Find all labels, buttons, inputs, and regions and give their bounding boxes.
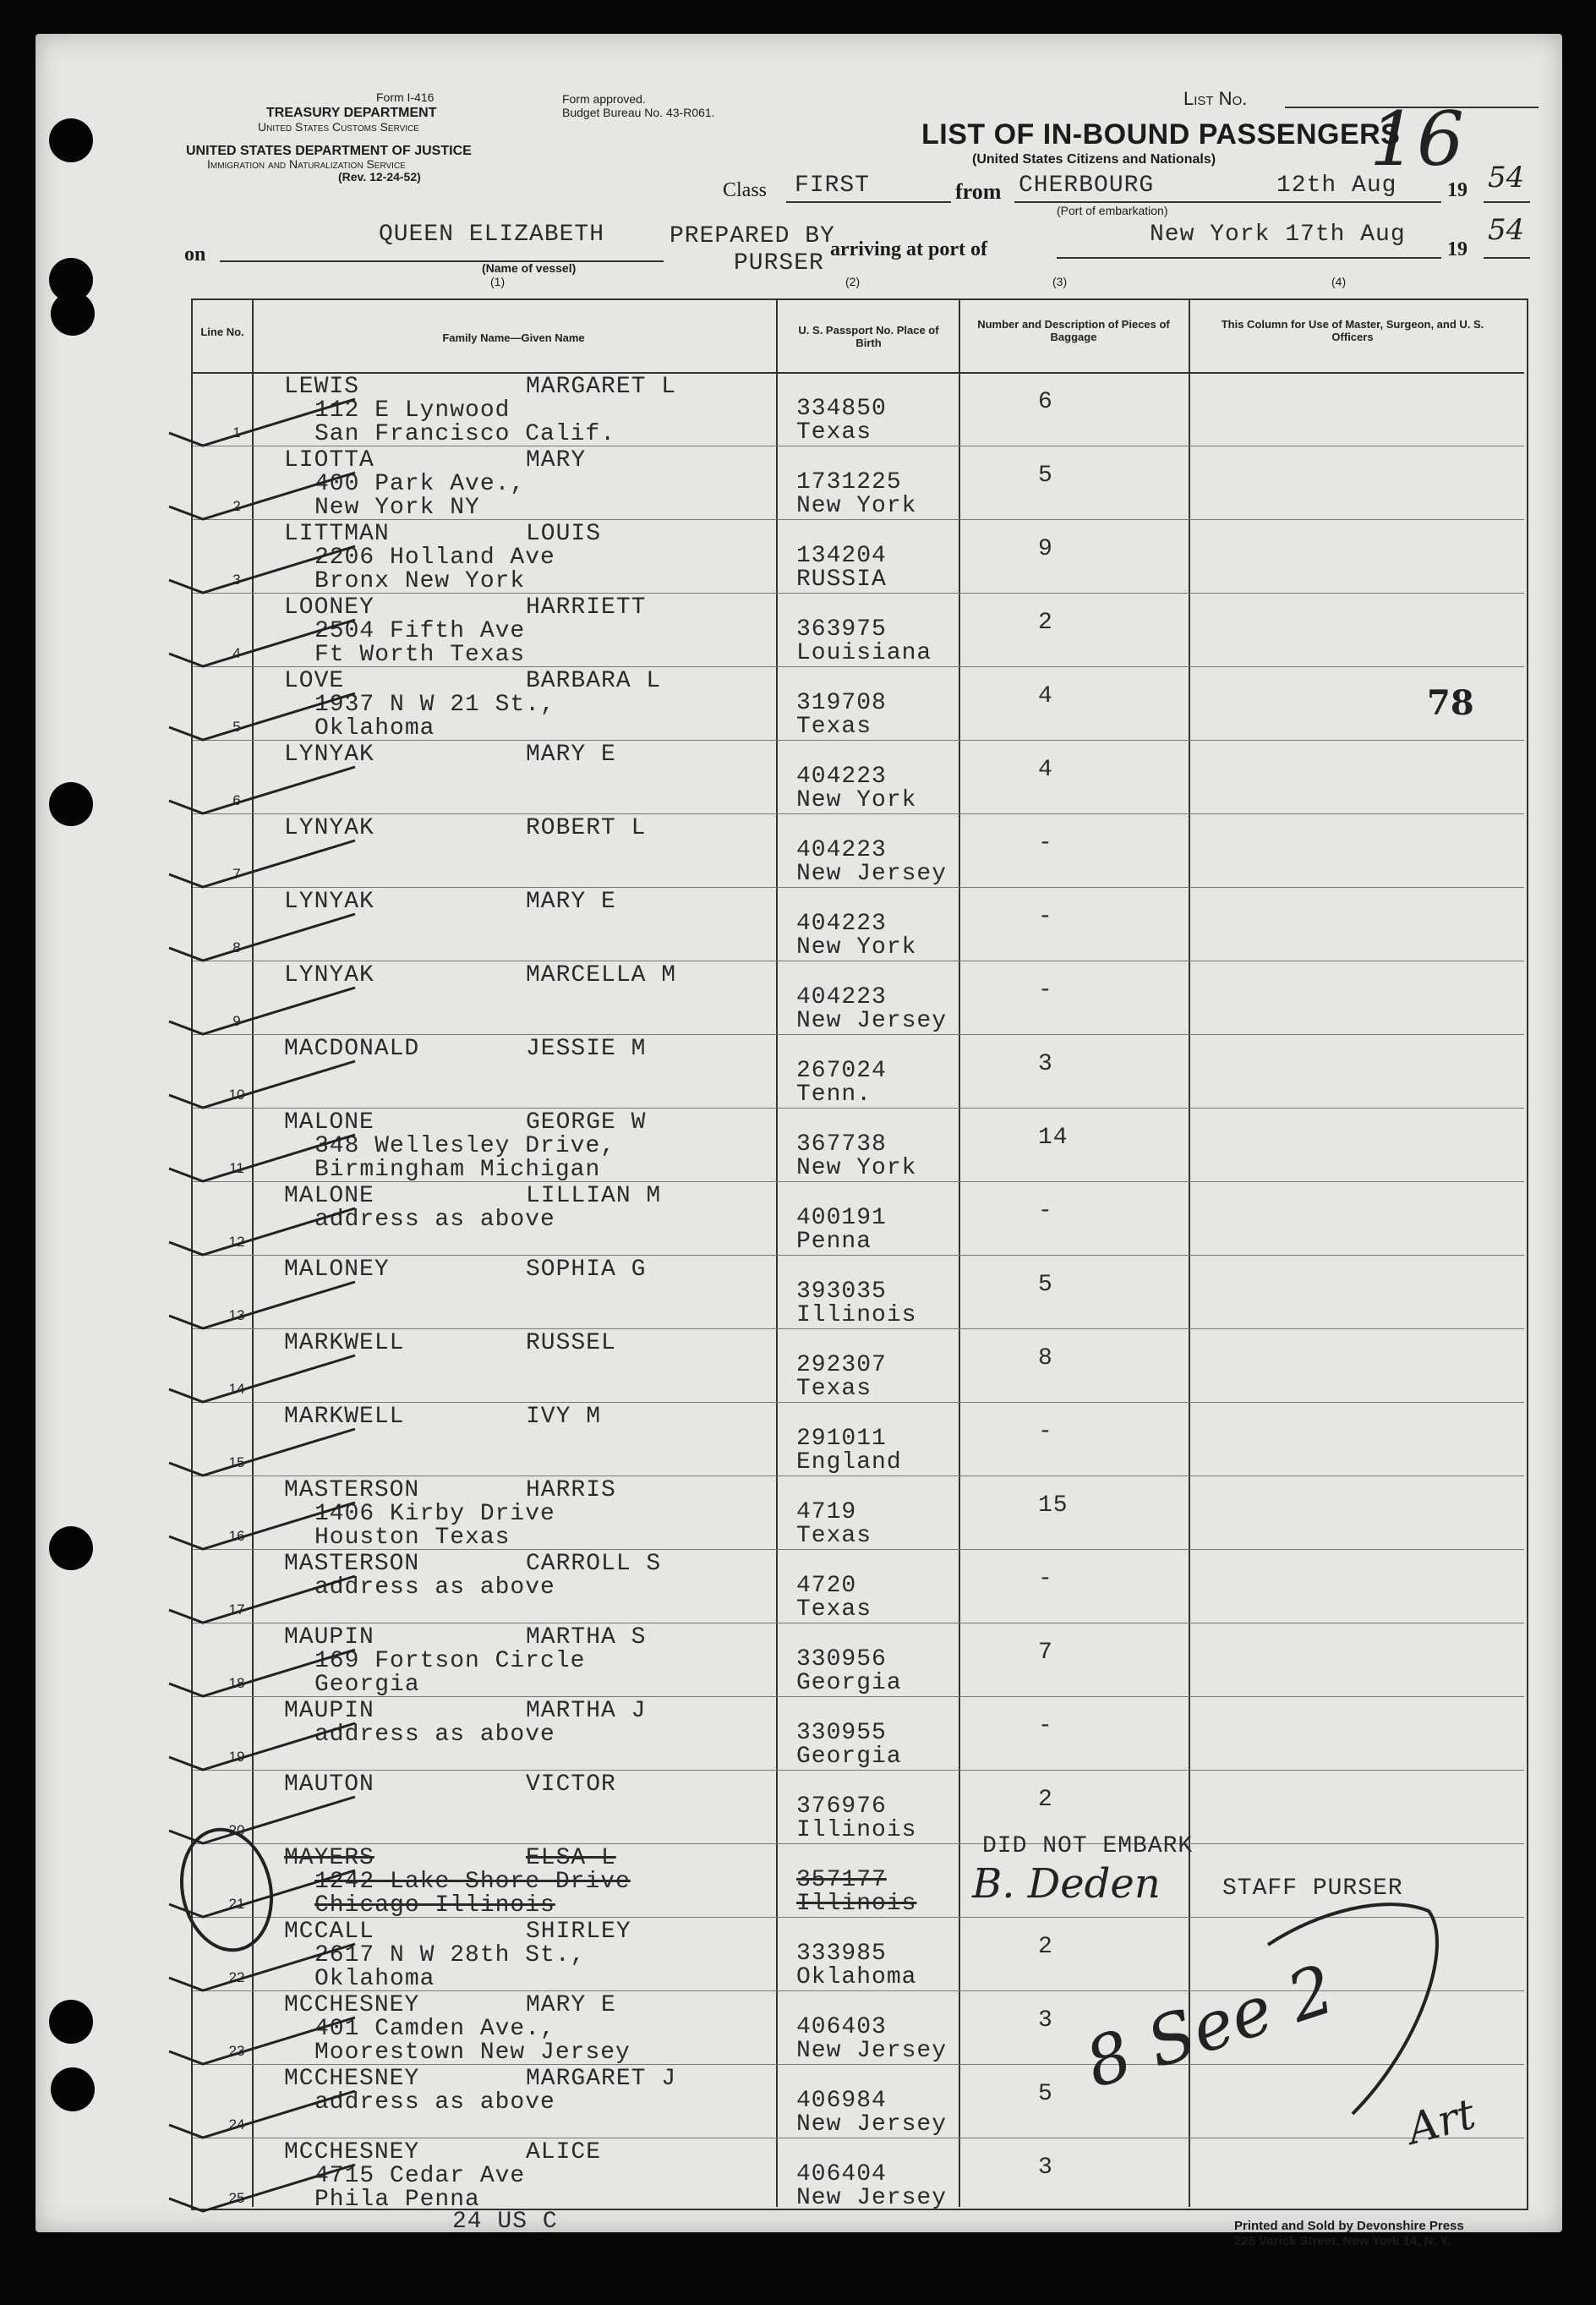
- place-of-birth: Illinois: [796, 1891, 917, 1917]
- family-name: MASTERSON: [284, 1551, 420, 1577]
- binder-hole: [49, 782, 93, 826]
- line-number: 17: [228, 1601, 245, 1618]
- place-of-birth: New York: [796, 787, 917, 813]
- given-name: MARTHA J: [526, 1698, 647, 1724]
- place-of-birth: England: [796, 1449, 902, 1476]
- row-divider: [193, 1770, 1524, 1771]
- passport-number: 267024: [796, 1058, 887, 1084]
- vessel-name: QUEEN ELIZABETH: [379, 222, 605, 248]
- baggage-count: -: [1038, 1419, 1053, 1445]
- given-name: MARY: [526, 447, 587, 474]
- family-name: MARKWELL: [284, 1330, 405, 1356]
- year-prefix-1: 19: [1447, 179, 1468, 201]
- place-of-birth: New Jersey: [796, 1008, 948, 1034]
- from-label: from: [955, 179, 1002, 204]
- passport-number: 1731225: [796, 469, 902, 495]
- place-of-birth: New Jersey: [796, 861, 948, 887]
- passport-number: 4720: [796, 1573, 857, 1599]
- address-line-2: Phila Penna: [314, 2187, 480, 2213]
- from-value: CHERBOURG: [1019, 172, 1155, 199]
- passport-number: 292307: [796, 1352, 887, 1378]
- given-name: BARBARA L: [526, 668, 662, 694]
- baggage-count: 4: [1038, 757, 1053, 783]
- footer-code: 24 US C: [452, 2209, 558, 2235]
- from-underline: [1014, 201, 1268, 203]
- place-of-birth: Louisiana: [796, 640, 932, 666]
- did-not-embark: DID NOT EMBARK: [982, 1833, 1194, 1859]
- baggage-count: 7: [1038, 1640, 1053, 1666]
- vessel-note: (Name of vessel): [482, 261, 577, 275]
- place-of-birth: New York: [796, 493, 917, 519]
- address-line-2: San Francisco Calif.: [314, 421, 616, 447]
- passport-number: 400191: [796, 1205, 887, 1231]
- passport-number: 333985: [796, 1941, 887, 1967]
- family-name: LYNYAK: [284, 742, 374, 768]
- header-line-no: Line No.: [200, 326, 244, 338]
- family-name: MAUPIN: [284, 1624, 374, 1651]
- given-name: SHIRLEY: [526, 1919, 631, 1945]
- row-divider: [193, 1328, 1524, 1329]
- address-line-2: Oklahoma: [314, 715, 435, 742]
- place-of-birth: Texas: [796, 1376, 872, 1402]
- address-line-1: 348 Wellesley Drive,: [314, 1133, 616, 1159]
- baggage-count: -: [1038, 977, 1053, 1004]
- given-name: MARY E: [526, 889, 616, 915]
- year-prefix-2: 19: [1447, 238, 1468, 260]
- arrival-port-date: New York 17th Aug: [1150, 222, 1406, 248]
- address-line-1: address as above: [314, 1574, 555, 1601]
- address-line-2: Houston Texas: [314, 1525, 511, 1551]
- row-divider: [193, 887, 1524, 888]
- line-number: 8: [232, 939, 241, 955]
- arriving-label: arriving at port of: [830, 238, 987, 260]
- given-name: ROBERT L: [526, 815, 647, 841]
- address-line-1: 1937 N W 21 St.,: [314, 692, 555, 718]
- binder-hole: [51, 292, 95, 336]
- vessel-underline: [220, 260, 664, 262]
- arrival-underline: [1057, 257, 1441, 259]
- family-name: LIOTTA: [284, 447, 374, 474]
- line-number: 3: [232, 572, 241, 588]
- immigration-service: Immigration and Naturalization Service: [207, 157, 406, 171]
- place-of-birth: RUSSIA: [796, 567, 887, 593]
- place-of-birth: Georgia: [796, 1670, 902, 1696]
- place-of-birth: Oklahoma: [796, 1964, 917, 1990]
- given-name: GEORGE W: [526, 1109, 647, 1136]
- place-of-birth: New Jersey: [796, 2038, 948, 2064]
- place-of-birth: Texas: [796, 714, 872, 740]
- address-line-2: Bronx New York: [314, 568, 526, 594]
- treasury-department: TREASURY DEPARTMENT: [266, 106, 437, 120]
- given-name: HARRIETT: [526, 594, 647, 621]
- baggage-count: 9: [1038, 536, 1053, 562]
- baggage-count: 15: [1038, 1492, 1069, 1519]
- revision-date: (Rev. 12-24-52): [338, 170, 421, 183]
- row-divider: [193, 593, 1524, 594]
- binder-hole: [49, 118, 93, 162]
- class-underline: [786, 201, 951, 203]
- place-of-birth: Penna: [796, 1229, 872, 1255]
- passport-number: 334850: [796, 396, 887, 422]
- family-name: LEWIS: [284, 374, 360, 400]
- place-of-birth: Illinois: [796, 1302, 917, 1328]
- line-number: 18: [228, 1675, 245, 1691]
- baggage-count: 3: [1038, 2007, 1053, 2034]
- place-of-birth: New York: [796, 1155, 917, 1181]
- baggage-count: 5: [1038, 2081, 1053, 2107]
- line-number: 25: [228, 2190, 245, 2206]
- class-label: Class: [723, 179, 768, 201]
- baggage-count: 5: [1038, 463, 1053, 489]
- passport-number: 404223: [796, 764, 887, 790]
- row-divider: [193, 1108, 1524, 1109]
- passport-number: 367738: [796, 1131, 887, 1158]
- departure-underline: [1268, 201, 1441, 203]
- baggage-count: 2: [1038, 1787, 1053, 1813]
- line-number: 24: [228, 2116, 245, 2133]
- baggage-count: -: [1038, 1566, 1053, 1592]
- address-line-1: 401 Camden Ave.,: [314, 2016, 555, 2042]
- baggage-count: -: [1038, 1198, 1053, 1224]
- printer-line-1: Printed and Sold by Devonshire Press: [1234, 2219, 1464, 2233]
- given-name: JESSIE M: [526, 1036, 647, 1062]
- staff-purser: STAFF PURSER: [1222, 1875, 1403, 1902]
- line-number: 16: [228, 1528, 245, 1544]
- row-divider: [193, 1034, 1524, 1035]
- given-name: MARY E: [526, 1992, 616, 2018]
- purser-label: PURSER: [734, 250, 824, 276]
- column-number-4: (4): [1331, 275, 1347, 288]
- form-approved: Form approved.: [562, 92, 646, 106]
- list-no-label: List No.: [1183, 88, 1248, 109]
- on-label: on: [184, 244, 206, 266]
- list-no-value: 16: [1369, 96, 1464, 183]
- address-line-1: 169 Fortson Circle: [314, 1648, 586, 1674]
- column-number-3: (3): [1052, 275, 1068, 288]
- line-number: 12: [228, 1234, 245, 1250]
- row-divider: [193, 1181, 1524, 1182]
- family-name: MCCALL: [284, 1919, 374, 1945]
- given-name: SOPHIA G: [526, 1257, 647, 1283]
- passport-number: 406404: [796, 2161, 887, 2187]
- family-name: MCCHESNEY: [284, 2066, 420, 2092]
- passport-number: 404223: [796, 837, 887, 863]
- column-divider: [959, 300, 960, 2207]
- given-name: IVY M: [526, 1404, 602, 1430]
- margin-note-78: 78: [1427, 683, 1474, 723]
- port-embarkation-note: (Port of embarkation): [1057, 204, 1168, 217]
- passport-number: 4719: [796, 1499, 857, 1525]
- given-name: MARGARET L: [526, 374, 677, 400]
- address-line-1: 1242 Lake Shore Drive: [314, 1869, 631, 1895]
- address-line-2: Oklahoma: [314, 1966, 435, 1992]
- passport-number: 134204: [796, 543, 887, 569]
- family-name: MCCHESNEY: [284, 1992, 420, 2018]
- column-number-2: (2): [845, 275, 861, 288]
- line-number: 20: [228, 1822, 245, 1838]
- address-line-2: Chicago Illinois: [314, 1892, 555, 1919]
- binder-hole: [49, 1526, 93, 1570]
- baggage-count: 14: [1038, 1125, 1069, 1151]
- line-number: 11: [229, 1160, 244, 1176]
- family-name: LOONEY: [284, 594, 374, 621]
- baggage-count: -: [1038, 904, 1053, 930]
- class-value: FIRST: [795, 172, 871, 199]
- family-name: LYNYAK: [284, 962, 374, 988]
- prepared-by: PREPARED BY: [670, 223, 835, 249]
- passport-number: 291011: [796, 1426, 887, 1452]
- departure-date: 12th Aug: [1276, 172, 1397, 199]
- address-line-1: address as above: [314, 1207, 555, 1233]
- family-name: LITTMAN: [284, 521, 390, 547]
- given-name: LOUIS: [526, 521, 602, 547]
- row-divider: [193, 1696, 1524, 1697]
- form-number: Form I-416: [376, 90, 435, 104]
- page-subtitle: (United States Citizens and Nationals): [972, 152, 1216, 167]
- row-divider: [193, 1917, 1524, 1918]
- place-of-birth: Texas: [796, 1523, 872, 1549]
- handwritten-initials: Art: [1402, 2089, 1481, 2154]
- line-number: 22: [228, 1969, 245, 1985]
- place-of-birth: Georgia: [796, 1744, 902, 1770]
- baggage-count: 2: [1038, 610, 1053, 636]
- address-line-2: New York NY: [314, 495, 480, 521]
- address-line-1: address as above: [314, 2089, 555, 2116]
- header-official-use: This Column for Use of Master, Surgeon, and U. S. Officers: [1221, 318, 1484, 343]
- line-number: 23: [228, 2043, 245, 2059]
- printer-line-2: 225 Varick Street, New York 14, N. Y.: [1234, 2234, 1451, 2248]
- address-line-1: 2504 Fifth Ave: [314, 618, 526, 644]
- binder-hole: [49, 2000, 93, 2044]
- line-number: 2: [232, 498, 241, 514]
- passport-number: 376976: [796, 1793, 887, 1820]
- given-name: CARROLL S: [526, 1551, 662, 1577]
- place-of-birth: Illinois: [796, 1817, 917, 1843]
- header-passport: U. S. Passport No. Place of Birth: [798, 324, 939, 349]
- address-line-1: 2617 N W 28th St.,: [314, 1942, 586, 1968]
- family-name: MASTERSON: [284, 1477, 420, 1503]
- given-name: RUSSEL: [526, 1330, 616, 1356]
- row-divider: [193, 740, 1524, 741]
- row-divider: [193, 2064, 1524, 2065]
- line-number: 5: [232, 719, 241, 735]
- line-number: 6: [232, 792, 241, 808]
- address-line-1: 2206 Holland Ave: [314, 545, 555, 571]
- passport-number: 393035: [796, 1278, 887, 1305]
- binder-hole: [51, 2067, 95, 2111]
- year-suffix-1: 54: [1488, 161, 1525, 194]
- baggage-count: 8: [1038, 1345, 1053, 1372]
- address-line-1: 1406 Kirby Drive: [314, 1501, 555, 1527]
- family-name: MAUTON: [284, 1771, 374, 1798]
- row-divider: [193, 1402, 1524, 1403]
- row-divider: [193, 1549, 1524, 1550]
- baggage-count: -: [1038, 1713, 1053, 1739]
- baggage-count: 5: [1038, 1272, 1053, 1298]
- purser-signature: B. Deden: [972, 1860, 1161, 1908]
- given-name: MARTHA S: [526, 1624, 647, 1651]
- address-line-2: Birmingham Michigan: [314, 1157, 601, 1183]
- line-number: 15: [228, 1454, 245, 1470]
- place-of-birth: Tenn.: [796, 1081, 872, 1108]
- line-number: 14: [228, 1381, 245, 1397]
- address-line-1: 112 E Lynwood: [314, 397, 511, 424]
- family-name: MCCHESNEY: [284, 2139, 420, 2165]
- line-number: 1: [232, 424, 241, 441]
- line-number: 10: [228, 1087, 245, 1103]
- passport-number: 330956: [796, 1646, 887, 1673]
- line-number: 4: [232, 645, 241, 661]
- header-name: Family Name—Given Name: [442, 331, 585, 344]
- family-name: MAYERS: [284, 1845, 374, 1871]
- family-name: LOVE: [284, 668, 345, 694]
- line-number: 9: [232, 1013, 241, 1029]
- family-name: MALONE: [284, 1109, 374, 1136]
- passport-number: 406984: [796, 2088, 887, 2114]
- year-underline-1: [1484, 201, 1530, 203]
- address-line-1: 4715 Cedar Ave: [314, 2163, 526, 2189]
- column-divider: [776, 300, 778, 2207]
- family-name: MALONE: [284, 1183, 374, 1209]
- given-name: LILLIAN M: [526, 1183, 662, 1209]
- family-name: MARKWELL: [284, 1404, 405, 1430]
- address-line-2: Georgia: [314, 1672, 420, 1698]
- row-divider: [193, 813, 1524, 814]
- given-name: ELSA L: [526, 1845, 616, 1871]
- passport-number: 319708: [796, 690, 887, 716]
- family-name: LYNYAK: [284, 889, 374, 915]
- place-of-birth: Texas: [796, 419, 872, 446]
- row-divider: [193, 1843, 1524, 1844]
- family-name: MALONEY: [284, 1257, 390, 1283]
- row-divider: [193, 1255, 1524, 1256]
- place-of-birth: Texas: [796, 1596, 872, 1623]
- passport-number: 330955: [796, 1720, 887, 1746]
- place-of-birth: New Jersey: [796, 2111, 948, 2138]
- given-name: MARGARET J: [526, 2066, 677, 2092]
- row-divider: [193, 519, 1524, 520]
- address-line-2: Moorestown New Jersey: [314, 2039, 631, 2066]
- given-name: MARCELLA M: [526, 962, 677, 988]
- passport-number: 357177: [796, 1867, 887, 1893]
- row-divider: [193, 666, 1524, 667]
- baggage-count: 6: [1038, 389, 1053, 415]
- line-number: 21: [228, 1896, 245, 1912]
- page-title: LIST OF IN-BOUND PASSENGERS: [921, 118, 1401, 151]
- given-name: ALICE: [526, 2139, 602, 2165]
- baggage-count: 2: [1038, 1934, 1053, 1960]
- header-divider: [193, 372, 1524, 374]
- passport-number: 404223: [796, 984, 887, 1010]
- column-divider: [1189, 300, 1190, 2207]
- line-number: 13: [228, 1307, 245, 1323]
- passport-number: 406403: [796, 2014, 887, 2040]
- baggage-count: 3: [1038, 1051, 1053, 1077]
- family-name: LYNYAK: [284, 815, 374, 841]
- handwritten-bottom-note: 8 See 2: [1076, 1949, 1344, 2104]
- family-name: MACDONALD: [284, 1036, 420, 1062]
- given-name: HARRIS: [526, 1477, 616, 1503]
- given-name: MARY E: [526, 742, 616, 768]
- passport-number: 363975: [796, 616, 887, 643]
- address-line-2: Ft Worth Texas: [314, 642, 526, 668]
- column-number-1: (1): [490, 275, 506, 288]
- baggage-count: -: [1038, 830, 1053, 857]
- customs-service: United States Customs Service: [258, 120, 419, 134]
- place-of-birth: New Jersey: [796, 2185, 948, 2211]
- passport-number: 404223: [796, 911, 887, 937]
- department-of-justice: UNITED STATES DEPARTMENT OF JUSTICE: [186, 144, 472, 158]
- baggage-count: 4: [1038, 683, 1053, 709]
- year-suffix-2: 54: [1488, 213, 1525, 247]
- line-number: 19: [228, 1749, 245, 1765]
- baggage-count: 3: [1038, 2154, 1053, 2181]
- address-line-1: address as above: [314, 1722, 555, 1748]
- year-underline-2: [1484, 257, 1530, 259]
- header-baggage: Number and Description of Pieces of Baggage: [977, 318, 1170, 343]
- given-name: VICTOR: [526, 1771, 616, 1798]
- place-of-birth: New York: [796, 934, 917, 961]
- address-line-1: 400 Park Ave.,: [314, 471, 526, 497]
- line-number: 7: [232, 866, 241, 882]
- budget-bureau: Budget Bureau No. 43-R061.: [562, 106, 715, 119]
- family-name: MAUPIN: [284, 1698, 374, 1724]
